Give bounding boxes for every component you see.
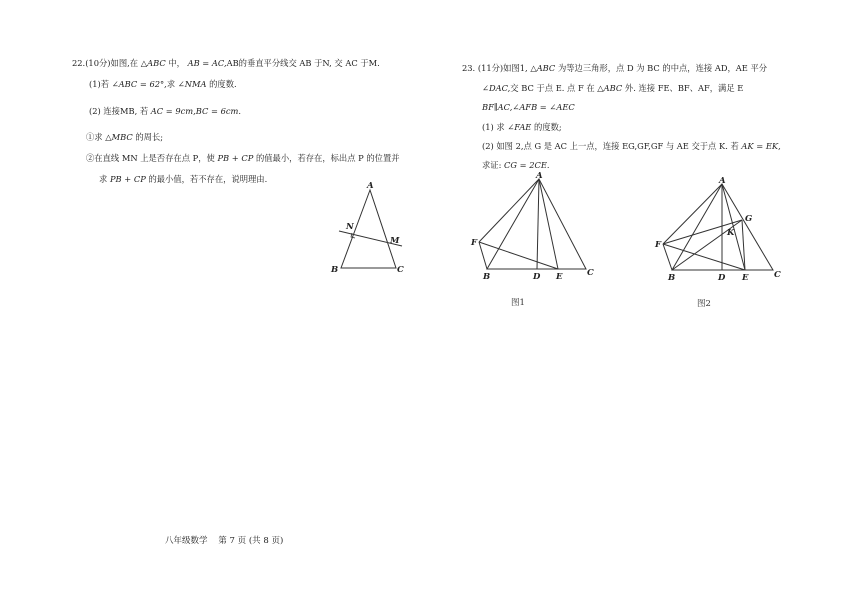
fig2-segment-fe	[663, 244, 745, 270]
q22-sub1-triangle: △MBC	[105, 132, 133, 142]
q22-intro: 22.(10分)如图,在	[72, 58, 139, 68]
q22-sub2-text: 的值最小，若存在，标出点 P 的位置并	[255, 153, 400, 163]
fig1-label-c: C	[587, 268, 594, 278]
q23-setup: 为等边三角形，点 D 为 BC 的中点，连接 AD，AE 平分	[557, 63, 768, 73]
q22-sub2-tail: 的最小值，若不存在，说明理由.	[148, 174, 268, 184]
q23-condition: BF∥AC,∠AFB = ∠AEC	[482, 102, 575, 112]
fig1-label-a: A	[536, 171, 543, 181]
q23-part2-claim: CG = 2CE.	[504, 160, 550, 170]
q22-part1-given: ∠ABC = 62°,	[111, 79, 167, 89]
q22-sub1-label: ①求	[86, 132, 103, 142]
page-footer: 八年级数学 第 7 页 (共 8 页)	[165, 536, 284, 546]
fig2-label-k: K	[727, 228, 735, 238]
fig2-label-d: D	[718, 273, 726, 283]
q22-sub1-tail: 的周长;	[135, 132, 164, 142]
fig2-segment-ae	[722, 184, 745, 270]
q23-triangle-abc: △ABC	[530, 63, 556, 73]
q23-intro: 23. (11分)如图1,	[462, 63, 528, 73]
q23-angle-dac: ∠DAC,	[482, 83, 511, 93]
q22-part2-given: AC = 9cm,BC = 6cm.	[150, 106, 242, 116]
fig2-label-e: E	[742, 273, 749, 283]
q22-sub2-ask: 求	[99, 174, 108, 184]
q23-part1-angle: ∠FAE	[507, 122, 532, 132]
fig2-label-a: A	[719, 176, 726, 186]
fig1-label-b: B	[483, 272, 491, 282]
q23-part1-tail: 的度数;	[534, 122, 562, 132]
q22-label-m: M	[390, 236, 400, 246]
fig2-segment-bf	[663, 244, 672, 270]
q23-part1-label: (1) 求	[482, 122, 505, 132]
q22-part1-angle: ∠NMA	[177, 79, 207, 89]
q22-sub2-expr: PB + CP	[217, 153, 254, 163]
q22-triangle-abc: △ABC	[140, 58, 166, 68]
fig2-caption: 图2	[697, 299, 711, 309]
q22-label-n: N	[346, 222, 354, 232]
q22-bisector-text: AB的垂直平分线交 AB 于N, 交 AC 于M.	[226, 58, 380, 68]
q23-part2-label: (2) 如图 2,点 G 是 AC 上一点，连接 EG,GF,GF 与 AE 交于点 K. 若	[482, 141, 739, 151]
q23-triangle-abc-2: △ABC	[597, 83, 623, 93]
q22-sub2-expr2: PB + CP	[109, 174, 146, 184]
fig1-caption: 图1	[511, 298, 525, 308]
fig1-label-d: D	[533, 272, 541, 282]
q22-sub2-label: ②在直线 MN 上是否存在点 P，使	[86, 153, 215, 163]
fig1-label-f: F	[471, 238, 478, 248]
q22-label-c: C	[397, 265, 404, 275]
q23-part2-given: AK = EK,	[741, 141, 781, 151]
q22-label-a: A	[367, 181, 374, 191]
q22-condition: AB = AC,	[187, 58, 227, 68]
q22-part1-tail: 的度数.	[209, 79, 237, 89]
q23-setup-2: 交 BC 于点 E. 点 F 在	[510, 83, 595, 93]
q23-setup-3: 外. 连接 FE、BF、AF，满足 E	[624, 83, 744, 93]
fig2-label-c: C	[774, 270, 781, 280]
fig2-label-g: G	[745, 214, 753, 224]
q22-part1-label: (1)若	[89, 79, 110, 89]
fig1-label-e: E	[556, 272, 563, 282]
q22-text: 中，	[168, 58, 185, 68]
fig2-label-b: B	[668, 273, 676, 283]
q22-label-b: B	[331, 265, 339, 275]
fig2-label-f: F	[655, 240, 662, 250]
q23-part2-prove-label: 求证:	[482, 160, 502, 170]
q22-part2-label: (2) 连接MB, 若	[89, 106, 149, 116]
q22-part1-ask: 求	[166, 79, 176, 89]
